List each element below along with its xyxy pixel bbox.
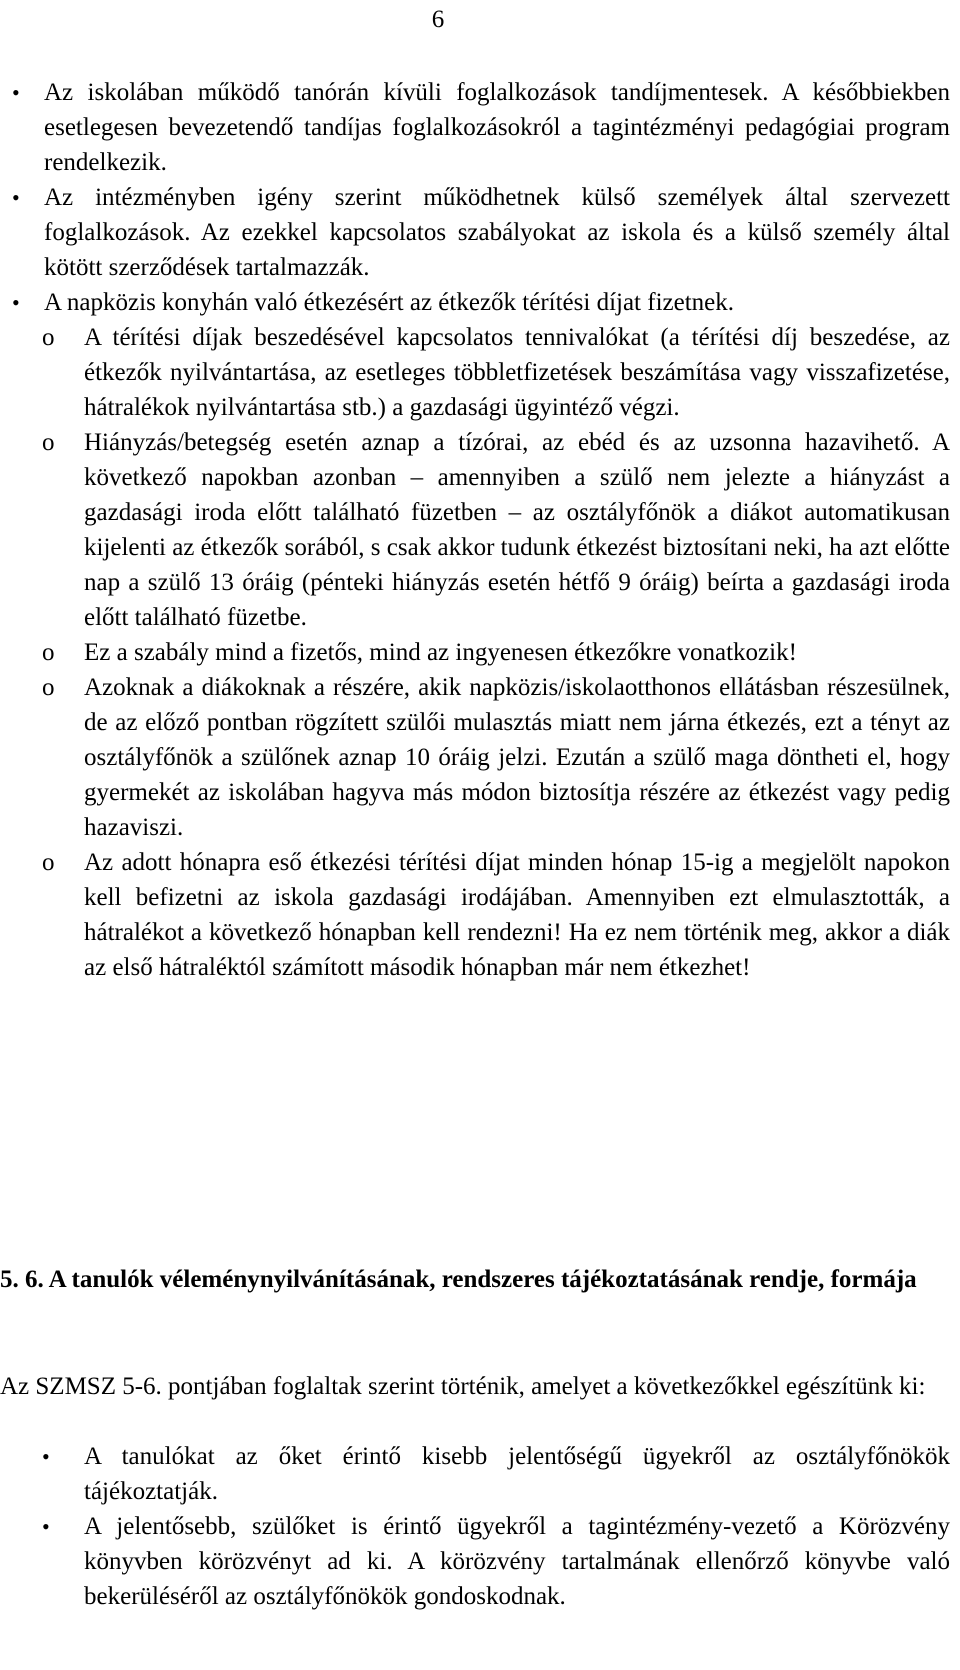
- list-item-text: A jelentősebb, szülőket is érintő ügyekről a tagintézmény-vezető a Körözvény könyvben körözvényt ad ki. A körözvény tartalmának ellenőrző könyvbe való bekerüléséről az osztályfőnökök gondoskodnak.: [84, 1513, 950, 1610]
- bullet-marker: •: [12, 290, 20, 315]
- list-item: [0, 285, 950, 320]
- list-item: [0, 75, 950, 180]
- sub-list-item-text: Azoknak a diákoknak a részére, akik napközis/iskolaotthonos ellátásban részesülnek, de az előző pontban rögzített szülői mulasztás miatt nem járna étkezés, ezt a tényt az osztályfőnök a szülőnek aznap 10 óráig jelzi. Ezután a szülő maga döntheti el, hogy gyermekét az iskolában hagyva más módon biztosítja részére az étkezést vagy pedig hazaviszi.: [84, 674, 950, 841]
- sub-bullet-marker: o: [42, 324, 55, 351]
- sub-list-item: [0, 670, 950, 845]
- sub-bullet-marker: o: [42, 674, 55, 701]
- sub-list-item: [0, 635, 950, 670]
- bullet-marker: •: [42, 1444, 50, 1469]
- section-heading: 5. 6. A tanulók véleménynyilvánításának, rendszeres tájékoztatásának rendje, formája: [0, 1266, 917, 1293]
- page-number: 6: [431, 6, 445, 33]
- sub-list-item: [0, 320, 950, 425]
- section-bullet-list: [0, 1439, 950, 1614]
- bullet-marker: •: [42, 1514, 50, 1539]
- sub-list-item-text: Hiányzás/betegség esetén aznap a tízórai, az ebéd és az uzsonna hazavihető. A következő napokban azonban – amennyiben a szülő nem jelezte a hiányzást a gazdasági iroda előtt található füzetben – az osztályfőnök a diákot automatikusan kijelenti az étkezők sorából, s csak akkor tudunk étkezést biztosítani neki, ha azt előtte nap a szülő 13 óráig (pénteki hiányzás esetén hétfő 9 óráig) beírta a gazdasági iroda előtt található füzetbe.: [84, 429, 950, 631]
- list-item: [0, 1439, 950, 1509]
- list-item-text: A napközis konyhán való étkezésért az étkezők térítési díjat fizetnek.: [44, 289, 735, 316]
- list-item: [0, 180, 950, 285]
- sub-list: [0, 320, 950, 985]
- sub-list-item-text: Ez a szabály mind a fizetős, mind az ingyenesen étkezőkre vonatkozik!: [84, 639, 797, 666]
- list-item-text: A tanulókat az őket érintő kisebb jelentőségű ügyekről az osztályfőnökök tájékoztatják.: [84, 1443, 950, 1505]
- sub-list-item-text: Az adott hónapra eső étkezési térítési díjat minden hónap 15-ig a megjelölt napokon kell befizetni az iskola gazdasági irodájában. Amennyiben ezt elmulasztották, a hátralékot a következő hónapban kell rendezni! Ha ez nem történik meg, akkor a diák az első hátraléktól számított második hónapban már nem étkezhet!: [84, 849, 950, 981]
- bullet-marker: •: [12, 185, 20, 210]
- list-item-text: Az iskolában működő tanórán kívüli foglalkozások tandíjmentesek. A későbbiekben esetlegesen bevezetendő tandíjas foglalkozásokról a tagintézményi pedagógiai program rendelkezik.: [44, 79, 950, 176]
- sub-bullet-marker: o: [42, 639, 55, 666]
- list-item-text: Az intézményben igény szerint működhetnek külső személyek által szervezett foglalkozások. Az ezekkel kapcsolatos szabályokat az iskola és a külső személy által kötött szerződések tartalmazzák.: [44, 184, 950, 281]
- sub-list-item: [0, 845, 950, 985]
- sub-bullet-marker: o: [42, 849, 55, 876]
- bullet-list: [0, 75, 950, 985]
- sub-list-item-text: A térítési díjak beszedésével kapcsolatos tennivalókat (a térítési díj beszedése, az étkezők nyilvántartása, az esetleges többletfizetések beszámítása vagy visszafizetése, hátralékok nyilvántartása stb.) a gazdasági ügyintéző végzi.: [84, 324, 950, 421]
- sub-bullet-marker: o: [42, 429, 55, 456]
- list-item: [0, 1509, 950, 1614]
- sub-list-item: [0, 425, 950, 635]
- section-intro: Az SZMSZ 5-6. pontjában foglaltak szerint történik, amelyet a következőkkel egészítünk ki:: [0, 1373, 926, 1400]
- bullet-marker: •: [12, 80, 20, 105]
